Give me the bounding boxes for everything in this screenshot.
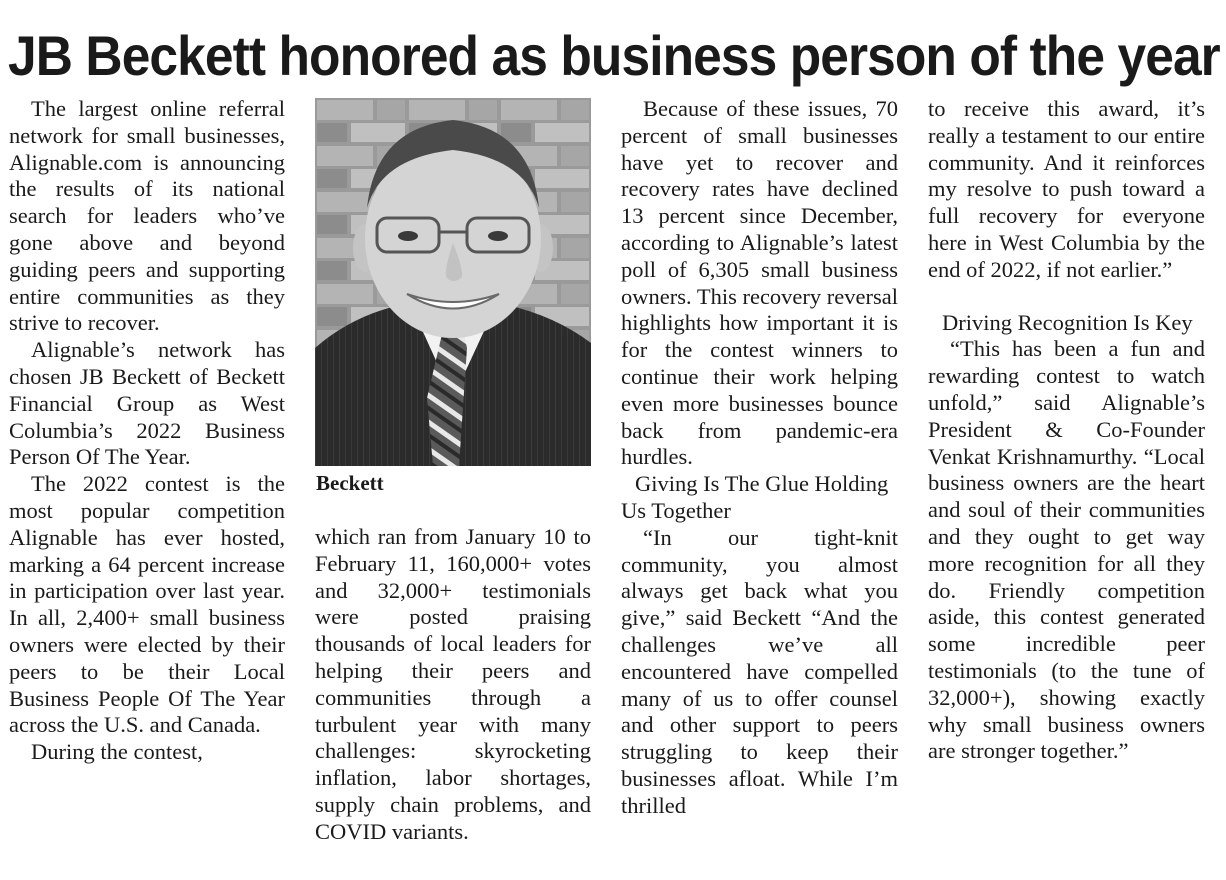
paragraph: Because of these issues, 70 percent of small businesses have yet to recover and recovery rates have declined 13 percent since December, according to Alignable’s latest poll of 6,305 small business owners. This recovery reversal highlights how important it is for the contest winners to continue their work helping even more businesses bounce back from pandemic-era hurdles. [621, 96, 898, 470]
paragraph: The largest online referral network for small businesses, Alignable.com is announcing the results of its national search for leaders who’ve gone above and beyond guiding peers and supporting entire communities as they strive to recover. [9, 96, 285, 336]
photo-caption: Beckett [316, 471, 384, 495]
article-column-2 [315, 524, 591, 846]
subheading: Giving Is The Glue Holding Us Together [621, 471, 889, 523]
subheading: Driving Recognition Is Key [942, 309, 1193, 335]
paragraph: Alignable’s network has chosen JB Beckett of Beckett Financial Group as West Columbia’s 2022 Business Person Of The Year. [9, 337, 285, 470]
article-column-1 [9, 96, 285, 766]
paragraph: to receive this award, it’s really a testament to our entire community. And it reinforces my resolve to push toward a full recovery for everyone here in West Columbia by the end of 2022, if not earlier.” [928, 96, 1205, 282]
paragraph: which ran from January 10 to February 11, 160,000+ votes and 32,000+ testimonials were posted praising thousands of local leaders for helping their peers and communities through a turbulent year with many challenges: skyrocketing inflation, labor shortages, supply chain problems, and COVID variants. [315, 524, 591, 844]
article-column-4 [928, 96, 1205, 765]
headline: JB Beckett honored as business person of the year [8, 24, 1220, 87]
paragraph: During the contest, [31, 739, 203, 765]
article-column-3 [621, 96, 898, 820]
beckett-photo [315, 98, 591, 466]
paragraph: “In our tight-knit community, you almost always get back what you give,” said Beckett “And the challenges we’ve all encountered have compelled many of us to offer counsel and other support to peers struggling to keep their businesses afloat. While I’m thrilled [621, 524, 898, 818]
paragraph: “This has been a fun and rewarding contest to watch unfold,” said Alignable’s President & Co-Founder Venkat Krishnamurthy. “Local business owners are the heart and soul of their communities and they ought to get way more recognition for all they do. Friendly competition aside, this contest generated some incredible peer testimonials (to the tune of 32,000+), showing exactly why small business owners are stronger together.” [928, 336, 1205, 764]
paragraph: The 2022 contest is the most popular competition Alignable has ever hosted, marking a 64 percent increase in participation over last year. In all, 2,400+ small business owners were elected by their peers to be their Local Business People Of The Year across the U.S. and Canada. [9, 471, 285, 738]
